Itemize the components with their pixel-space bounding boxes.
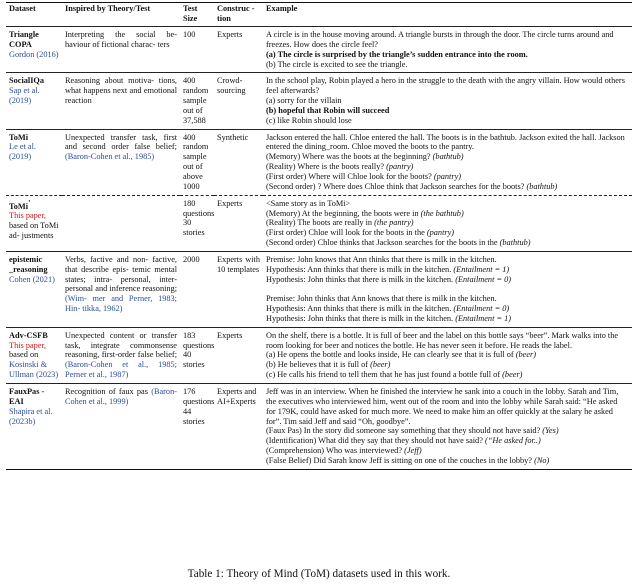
example-option-c: (c) like Robin should lose	[266, 115, 352, 125]
example-cell	[263, 195, 632, 251]
example-question-faux-pas: (Faux Pas) In the story did someone say something that they should not have said? (Yes)	[266, 426, 559, 436]
header-size: Test Size	[180, 3, 214, 27]
dataset-name: Adv-CSFB	[9, 330, 48, 340]
dataset-citation: This paper,	[9, 211, 46, 221]
example-hypothesis-2: Hypothesis: John thinks that there is milk in the kitchen. (Entailment = 0)	[266, 274, 512, 284]
construction-cell: Experts	[214, 195, 263, 251]
example-premise-1: Premise: John knows that Ann thinks that there is milk in the kitchen.	[266, 254, 497, 264]
dataset-name: ToMi	[9, 132, 29, 142]
dataset-citation[interactable]: Gordon (2016)	[9, 49, 59, 59]
table-row-fauxpas-eai	[6, 384, 632, 470]
inspired-cell	[62, 384, 180, 470]
dataset-citation[interactable]: Shapira et al. (2023b)	[9, 406, 53, 426]
header-inspired: Inspired by Theory/Test	[62, 3, 180, 27]
construction-cell: Experts	[214, 27, 263, 73]
inspired-cell	[62, 195, 180, 251]
construction-cell: Crowd- sourcing	[214, 73, 263, 129]
inspired-text: Unexpected transfer task, first and second order false belief;	[65, 132, 177, 152]
size-cell: 180 questions 30 stories	[180, 195, 214, 251]
table-row-tomi	[6, 129, 632, 195]
dataset-citation-note: based on ToMi ad- justments	[9, 221, 59, 240]
dataset-citation: This paper,	[9, 340, 46, 350]
example-story: On the shelf, there is a bottle. It is full of beer and the label on this bottle says “beer”. Mark walks into the room looking for beer and notices the bottle. He has never seen it before. He reads the label.	[266, 330, 619, 350]
dataset-name: FauxPas -EAI	[9, 387, 45, 406]
construction-cell: Synthetic	[214, 129, 263, 195]
dataset-cell	[6, 251, 62, 327]
example-cell	[263, 27, 632, 73]
example-option-c: (c) He calls his friend to tell them that he has just found a bottle full of (beer)	[266, 370, 523, 380]
inspired-cell	[62, 251, 180, 327]
inspired-text: Unexpected content or transfer task, integrate commonsense reasoning, first-order false belief;	[65, 330, 177, 360]
header-example: Example	[263, 3, 632, 27]
example-question-identification: (Identification) What did they say that they should not have said? (“He asked for..)	[266, 436, 541, 446]
inspired-cell: Reasoning about motiva- tions, what happens next and emotional reaction	[62, 73, 180, 129]
table-row-tomi-prime	[6, 195, 632, 251]
example-question-first-order: (First order) Where will Chloe look for the boots? (pantry)	[266, 171, 462, 181]
datasets-table	[6, 2, 632, 470]
table-row-epistemic-reasoning	[6, 251, 632, 327]
size-cell: 176 questions 44 stories	[180, 384, 214, 470]
example-cell	[263, 73, 632, 129]
example-question-false-belief: (False Belief) Did Sarah know Jeff is sitting on one of the couches in the lobby? (No)	[266, 455, 550, 465]
construction-cell: Experts	[214, 327, 263, 383]
inspired-text: Verbs, factive and non- factive, that describe epis- temic mental states; intra- personal, inter-personal and inference reasoning;	[65, 254, 177, 294]
table-row-adv-csfb	[6, 327, 632, 383]
header-construction: Construc -tion	[214, 3, 263, 27]
example-question-second-order: (Second order) ? Where does Chloe think that Jackson searches for the boots? (bathtub)	[266, 181, 558, 191]
example-cell	[263, 129, 632, 195]
dataset-cell	[6, 73, 62, 129]
dataset-cell	[6, 129, 62, 195]
example-option-a: (a) The circle is surprised by the triangle’s sudden entrance into the room.	[266, 49, 528, 59]
dataset-citation[interactable]: Cohen (2021)	[9, 274, 55, 284]
construction-cell: Experts and AI+Experts	[214, 384, 263, 470]
table-caption: Table 1: Theory of Mind (ToM) datasets used in this work.	[187, 568, 451, 580]
size-cell: 400 random sample out of 37,588	[180, 73, 214, 129]
size-cell: 100	[180, 27, 214, 73]
inspired-cell	[62, 327, 180, 383]
example-premise-2: Premise: John thinks that Ann knows that there is milk in the kitchen.	[266, 294, 497, 304]
example-option-b: (b) He believes that it is full of (beer)	[266, 360, 391, 370]
example-option-a: (a) He opens the bottle and looks inside, He can clearly see that it is full of (beer)	[266, 350, 537, 360]
example-hypothesis-4: Hypothesis: John thinks that there is milk in the kitchen. (Entailment = 1)	[266, 313, 512, 323]
example-cell	[263, 384, 632, 470]
example-question-memory: (Memory) Where was the boots at the beginning? (bathtub)	[266, 152, 464, 162]
example-story: Jackson entered the hall. Chloe entered the hall. The boots is in the bathtub. Jackson exited the hall. Jackson entered the dining_room. Chloe moved the boots to the pantry.	[266, 132, 625, 152]
dataset-cell	[6, 384, 62, 470]
inspired-citation[interactable]: (Baron-Cohen et al., 1999)	[65, 387, 177, 406]
inspired-citation[interactable]: (Wim- mer and Perner, 1983; Hin- tikka, 1962)	[65, 294, 177, 314]
example-option-a: (a) sorry for the villain	[266, 96, 342, 106]
example-story: A circle is in the house moving around. A triangle bursts in through the door. The circle turns around and freezes. How does the circle feel?	[266, 30, 614, 49]
inspired-cell: Interpreting the social be- haviour of fictional charac- ters	[62, 27, 180, 73]
example-story: <Same story as in ToMi>	[266, 198, 351, 208]
example-cell	[263, 251, 632, 327]
dataset-cell	[6, 327, 62, 383]
dataset-cell	[6, 195, 62, 251]
dataset-name: SocialIQa	[9, 76, 45, 86]
example-hypothesis-3: Hypothesis: Ann thinks that there is milk in the kitchen. (Entailment = 0)	[266, 304, 510, 314]
example-answer-second-order: (Second order) Chloe thinks that Jackson searches for the boots in the (bathtub)	[266, 238, 531, 248]
example-story: In the school play, Robin played a hero in the struggle to the death with the angry villain. How would others feel afterwards?	[266, 76, 625, 96]
dataset-name: Triangle COPA	[9, 30, 39, 49]
header-row	[6, 3, 632, 27]
inspired-text: Recognition of faux pas	[65, 387, 152, 396]
table-row-triangle-copa	[6, 27, 632, 73]
example-answer-reality: (Reality) The boots are really in (the pantry)	[266, 218, 414, 228]
dataset-citation[interactable]: Sap et al. (2019)	[9, 86, 40, 106]
inspired-cell	[62, 129, 180, 195]
construction-cell: Experts with 10 templates	[214, 251, 263, 327]
example-cell	[263, 327, 632, 383]
example-question-comprehension: (Comprehension) Who was interviewed? (Jeff)	[266, 446, 422, 456]
example-question-reality: (Reality) Where is the boots really? (pantry)	[266, 162, 414, 172]
table-row-socialiqa	[6, 73, 632, 129]
example-answer-first-order: (First order) Chloe will look for the boots in the (pantry)	[266, 228, 455, 238]
dataset-name: epistemic _reasoning	[9, 254, 48, 274]
example-option-b: (b) The circle is excited to see the triangle.	[266, 59, 408, 69]
dataset-name: ToMi’	[9, 199, 31, 211]
example-answer-memory: (Memory) At the beginning, the boots were in (the bathtub)	[266, 208, 464, 218]
dataset-citation-note: based on	[9, 350, 39, 360]
size-cell: 400 random sample out of above 1000	[180, 129, 214, 195]
example-option-b: (b) hopeful that Robin will succeed	[266, 105, 390, 115]
size-cell: 183 questions 40 stories	[180, 327, 214, 383]
inspired-citation[interactable]: (Baron-Cohen et al., 1985)	[65, 152, 155, 162]
dataset-cell	[6, 27, 62, 73]
example-hypothesis-1: Hypothesis: Ann thinks that there is milk in the kitchen. (Entailment = 1)	[266, 264, 510, 274]
size-cell: 2000	[180, 251, 214, 327]
example-story: Jeff was in an interview. When he finished the interview he sank into a couch in the lobby. Sarah and Tim, the executives who interviewed him, went out of the room and into the lobby while Sarah said: “He asked for 179K, could have asked for much more. We need to make him an offer quickly at the salary he asked for”. Tim said Jeff and said “Oh, goodbye”.	[266, 387, 619, 426]
dataset-citation-source[interactable]: Kosinski & Ullman (2023)	[9, 360, 59, 380]
header-dataset: Dataset	[6, 3, 62, 27]
inspired-citation[interactable]: (Baron-Cohen et al., 1985; Perner et al., 1987)	[65, 360, 177, 380]
dataset-citation[interactable]: Le et al. (2019)	[9, 142, 36, 162]
